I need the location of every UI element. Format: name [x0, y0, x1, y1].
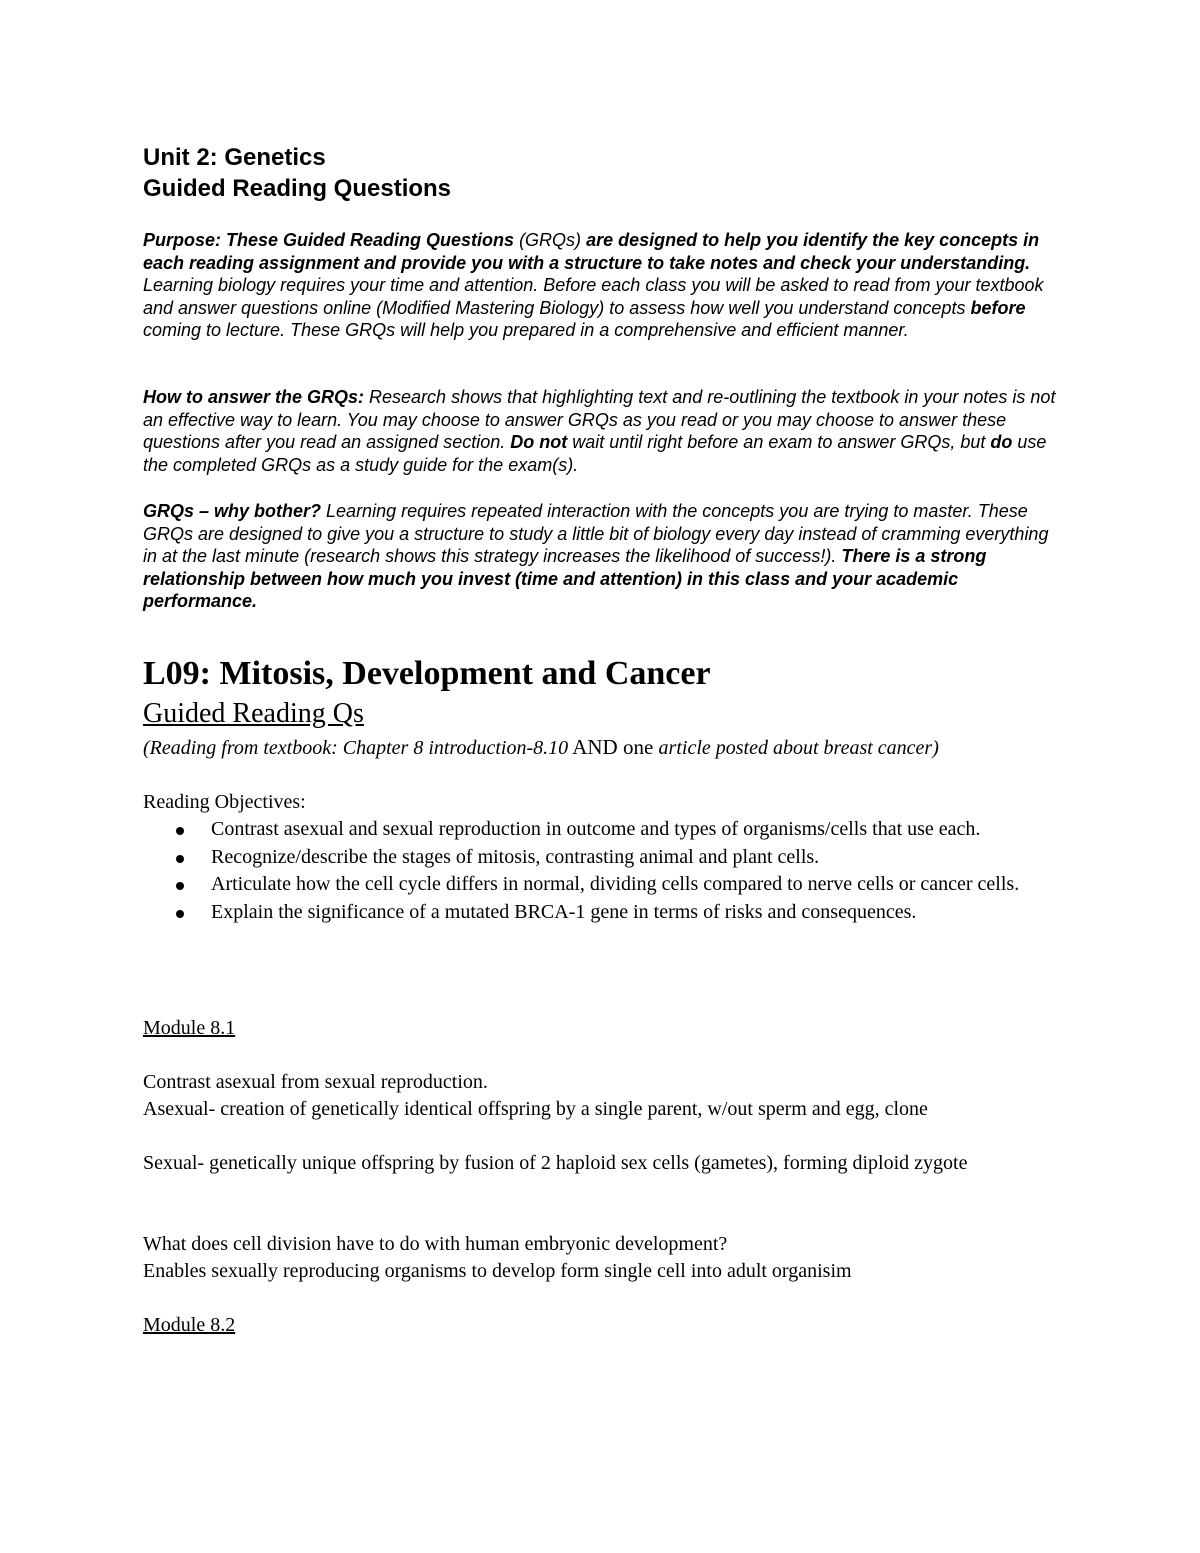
question-contrast: Contrast asexual from sexual reproduction. — [143, 1071, 488, 1093]
unit-title: Unit 2: Genetics — [143, 144, 326, 171]
why-bother-paragraph — [143, 500, 1063, 613]
how-text-2: wait until right before an exam to answer GRQs, but — [567, 432, 991, 453]
bullet-icon — [176, 827, 184, 835]
why-lead: GRQs – why bother? — [143, 501, 322, 521]
how-lead: How to answer the GRQs: — [143, 387, 365, 407]
why-bold: There is a strong relationship between how much you invest (time and attention) in this class and your academic performance. — [143, 546, 987, 612]
bullet-icon — [176, 855, 184, 863]
answer-cell-division: Enables sexually reproducing organisms to develop form single cell into adult organisim — [143, 1260, 852, 1282]
module-8-2-heading: Module 8.2 — [143, 1314, 236, 1336]
purpose-abbrev: (GRQs) — [514, 230, 587, 250]
purpose-before: before — [970, 297, 1026, 318]
objective-text: Articulate how the cell cycle differs in normal, dividing cells compared to nerve cells or cancer cells. — [211, 873, 1020, 895]
module-8-1-heading: Module 8.1 — [143, 1017, 236, 1039]
purpose-lead: Purpose: These Guided Reading Questions — [143, 230, 515, 250]
bullet-icon — [176, 910, 184, 918]
how-do-not: Do not — [510, 432, 568, 453]
bullet-icon — [176, 882, 184, 890]
purpose-bold: are designed to help you identify the key concepts in each reading assignment and provide you with a structure to take notes and check your understanding. — [143, 230, 1040, 273]
how-text-1: Research shows that highlighting text and re-outlining the textbook in your notes is not an effective way to learn. You may choose to answer GRQs as you read or you may choose to answer these questions after you read an assigned section. — [143, 387, 1056, 453]
lesson-subtitle: Guided Reading Qs — [143, 698, 364, 729]
objectives-list — [143, 816, 1063, 926]
objectives-label: Reading Objectives: — [143, 791, 306, 813]
how-text-3: use the completed GRQs as a study guide for the exam(s). — [143, 432, 1047, 475]
objective-item — [143, 899, 1063, 927]
objective-item — [143, 844, 1063, 872]
purpose-paragraph — [143, 229, 1063, 342]
objective-text: Recognize/describe the stages of mitosis, contrasting animal and plant cells. — [211, 845, 820, 868]
why-text: Learning requires repeated interaction with the concepts you are trying to master. These GRQs are designed to give you a structure to study a little bit of biology every day instead of cramming everything in at the last minute (research shows this strategy increases the likelihood of success!). — [143, 501, 1049, 567]
objective-text: Explain the significance of a mutated BRCA-1 gene in terms of risks and consequences. — [211, 900, 917, 923]
lesson-title: L09: Mitosis, Development and Cancer — [143, 655, 711, 692]
purpose-text-2: coming to lecture. These GRQs will help you prepared in a comprehensive and efficient manner. — [143, 320, 909, 341]
reading-note-part2: article posted about breast cancer) — [658, 737, 939, 759]
how-do: do — [990, 432, 1013, 453]
how-to-answer-paragraph — [143, 386, 1063, 476]
objective-text: Contrast asexual and sexual reproduction in outcome and types of organisms/cells that use each. — [211, 818, 981, 840]
question-cell-division: What does cell division have to do with human embryonic development? — [143, 1233, 728, 1255]
unit-subtitle: Guided Reading Questions — [143, 175, 452, 202]
answer-sexual: Sexual- genetically unique offspring by fusion of 2 haploid sex cells (gametes), forming diploid zygote — [143, 1152, 968, 1174]
purpose-text-1: Learning biology requires your time and attention. Before each class you will be asked to read from your textbook and answer questions online (Modified Mastering Biology) to assess how well you understand concepts — [143, 275, 1044, 318]
reading-note-part1: (Reading from textbook: Chapter 8 introduction-8.10 — [143, 737, 569, 759]
answer-asexual: Asexual- creation of genetically identical offspring by a single parent, w/out sperm and egg, clone — [143, 1098, 928, 1120]
reading-assignment-note — [143, 734, 1043, 761]
objective-item — [143, 871, 1063, 899]
objective-item — [143, 816, 1063, 844]
reading-note-and: AND one — [568, 735, 659, 759]
